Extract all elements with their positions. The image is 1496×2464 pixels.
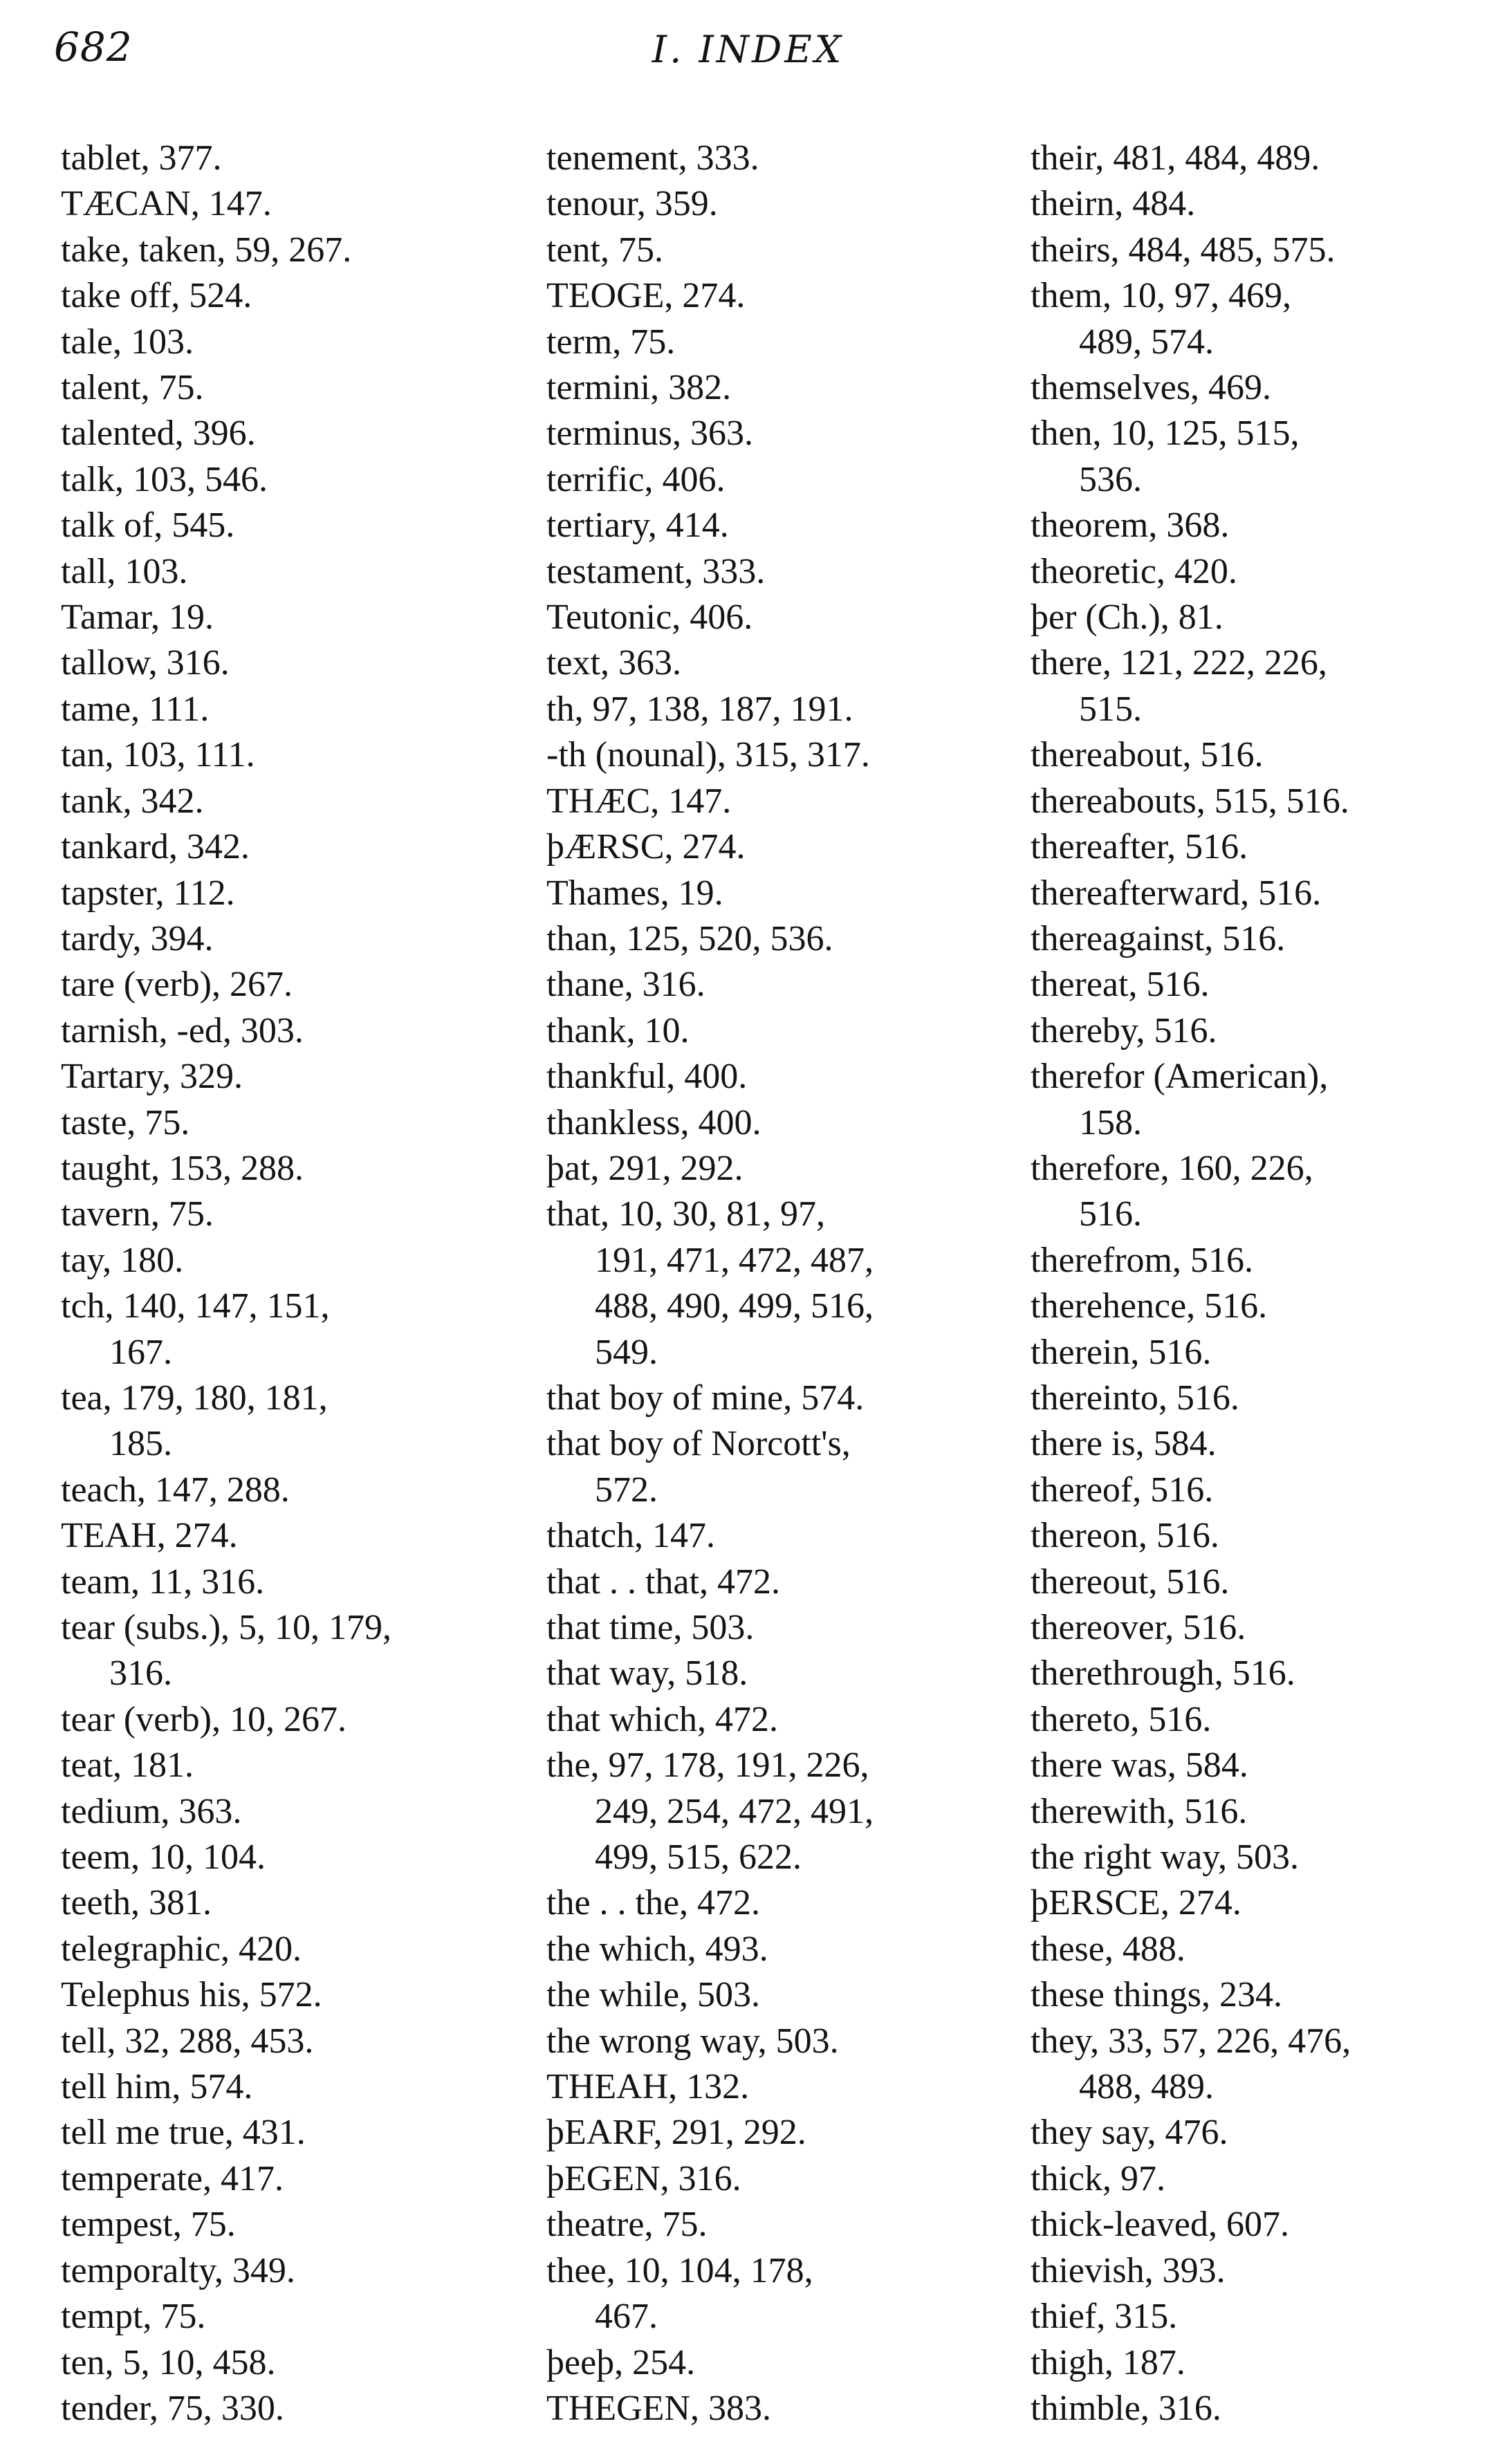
index-entry: thereover, 516.	[1031, 1608, 1246, 1647]
index-entry: thereto, 516.	[1031, 1699, 1212, 1739]
index-entry: the wrong way, 503.	[546, 2021, 839, 2061]
index-entry: that . . that, 472.	[546, 1562, 780, 1602]
index-entry: text, 363.	[546, 643, 681, 683]
index-entry-continuation: 249, 254, 472, 491,	[595, 1791, 874, 1831]
index-entry: tardy, 394.	[61, 918, 214, 958]
index-entry: talk, 103, 546.	[61, 459, 268, 499]
index-entry: þEARF, 291, 292.	[546, 2113, 806, 2153]
index-entry: therefor (American),	[1031, 1057, 1329, 1097]
index-entry: that boy of Norcott's,	[546, 1424, 851, 1464]
index-entry: take, taken, 59, 267.	[61, 230, 352, 270]
index-entry: tender, 75, 330.	[61, 2388, 284, 2428]
index-entry: terrific, 406.	[546, 459, 726, 499]
index-entry: therefrom, 516.	[1031, 1240, 1254, 1280]
index-entry-continuation: 191, 471, 472, 487,	[595, 1240, 874, 1280]
index-entry: talent, 75.	[61, 368, 204, 408]
index-column-3	[1031, 136, 1487, 2431]
index-entry: thank, 10.	[546, 1010, 690, 1050]
index-entry: the which, 493.	[546, 1929, 768, 1969]
index-entry: theatre, 75.	[546, 2205, 708, 2245]
index-entry: testament, 333.	[546, 551, 766, 591]
index-entry-continuation: 467.	[595, 2297, 658, 2337]
index-entry: teem, 10, 104.	[61, 1837, 266, 1878]
index-entry: taste, 75.	[61, 1102, 190, 1142]
index-entry: tame, 111.	[61, 689, 210, 729]
index-entry: teat, 181.	[61, 1745, 194, 1786]
index-entry: thane, 316.	[546, 965, 705, 1005]
index-entry: thee, 10, 104, 178,	[546, 2250, 813, 2290]
index-entry: tenement, 333.	[546, 138, 759, 178]
index-entry: tch, 140, 147, 151,	[61, 1286, 330, 1326]
running-head: I. INDEX	[652, 28, 844, 71]
index-entry: thereagainst, 516.	[1031, 918, 1286, 958]
index-entry: tear (subs.), 5, 10, 179,	[61, 1608, 392, 1647]
index-entry: thereof, 516.	[1031, 1470, 1214, 1510]
index-entry: team, 11, 316.	[61, 1562, 265, 1602]
index-entry-continuation: 316.	[109, 1654, 172, 1694]
index-entry: th, 97, 138, 187, 191.	[546, 689, 853, 729]
index-entry: the, 97, 178, 191, 226,	[546, 1745, 869, 1786]
index-entry: thief, 315.	[1031, 2297, 1178, 2337]
index-entry: thankful, 400.	[546, 1057, 748, 1097]
index-entry: tertiary, 414.	[546, 506, 729, 546]
index-entry: teach, 147, 288.	[61, 1470, 290, 1510]
index-entry: thereout, 516.	[1031, 1562, 1230, 1602]
index-entry: there is, 584.	[1031, 1424, 1217, 1464]
index-entry: talented, 396.	[61, 414, 256, 454]
index-entry: thereafter, 516.	[1031, 827, 1248, 867]
index-entry: tankard, 342.	[61, 827, 250, 867]
index-entry-continuation: 185.	[109, 1424, 172, 1464]
index-entry-continuation: 489, 574.	[1079, 322, 1214, 362]
index-entry: thereafterward, 516.	[1031, 873, 1322, 913]
index-entry: there, 121, 222, 226,	[1031, 643, 1327, 683]
index-entry: then, 10, 125, 515,	[1031, 414, 1300, 454]
index-entry: thereinto, 516.	[1031, 1378, 1239, 1418]
index-entry-continuation: 515.	[1079, 689, 1142, 729]
index-entry: them, 10, 97, 469,	[1031, 276, 1291, 316]
index-column-2	[546, 136, 1003, 2431]
index-entry-continuation: 499, 515, 622.	[595, 1837, 802, 1878]
index-entry: tedium, 363.	[61, 1791, 242, 1831]
index-entry: thereabouts, 515, 516.	[1031, 781, 1349, 821]
index-entry: TEOGE, 274.	[546, 276, 746, 316]
index-entry: tablet, 377.	[61, 138, 222, 178]
index-entry: thereabout, 516.	[1031, 735, 1264, 775]
index-entry: Teutonic, 406.	[546, 598, 753, 638]
index-entry: tear (verb), 10, 267.	[61, 1699, 347, 1739]
index-entry: tale, 103.	[61, 322, 194, 362]
index-entry: taught, 153, 288.	[61, 1148, 304, 1188]
index-entry: temperate, 417.	[61, 2158, 284, 2198]
index-entry: theoretic, 420.	[1031, 551, 1237, 591]
index-entry: tall, 103.	[61, 551, 188, 591]
index-entry: take off, 524.	[61, 276, 252, 316]
index-entry: thick-leaved, 607.	[1031, 2205, 1289, 2245]
index-entry: þEGEN, 316.	[546, 2158, 741, 2198]
index-entry: ten, 5, 10, 458.	[61, 2342, 276, 2382]
index-entry: termini, 382.	[546, 368, 732, 408]
index-entry: Thames, 19.	[546, 873, 723, 913]
index-entry: þÆRSC, 274.	[546, 827, 746, 867]
index-entry: that time, 503.	[546, 1608, 755, 1647]
index-entry: tapster, 112.	[61, 873, 235, 913]
index-entry: their, 481, 484, 489.	[1031, 138, 1320, 178]
index-entry-continuation: 536.	[1079, 459, 1142, 499]
index-entry: there was, 584.	[1031, 1745, 1248, 1786]
index-entry: theirn, 484.	[1031, 184, 1196, 224]
index-entry: thigh, 187.	[1031, 2342, 1185, 2382]
index-entry-continuation: 488, 489.	[1079, 2067, 1214, 2107]
index-entry: Telephus his, 572.	[61, 1975, 322, 2015]
index-entry: tan, 103, 111.	[61, 735, 255, 775]
index-entry: than, 125, 520, 536.	[546, 918, 833, 958]
index-entry: that way, 518.	[546, 1654, 748, 1694]
index-entry: tea, 179, 180, 181,	[61, 1378, 328, 1418]
index-entry: therewith, 516.	[1031, 1791, 1248, 1831]
index-entry: tent, 75.	[546, 230, 663, 270]
index-entry: THÆC, 147.	[546, 781, 732, 821]
index-entry: TEAH, 274.	[61, 1516, 238, 1556]
index-entry: -th (nounal), 315, 317.	[546, 735, 870, 775]
index-entry: tell, 32, 288, 453.	[61, 2021, 314, 2061]
index-entry: the right way, 503.	[1031, 1837, 1299, 1878]
index-entry: telegraphic, 420.	[61, 1929, 302, 1969]
index-entry: tay, 180.	[61, 1240, 184, 1280]
index-entry: temporalty, 349.	[61, 2250, 295, 2290]
index-entry: thick, 97.	[1031, 2158, 1165, 2198]
index-entry: term, 75.	[546, 322, 676, 362]
index-entry: þeeþ, 254.	[546, 2342, 696, 2382]
index-entry: teeth, 381.	[61, 1883, 212, 1923]
index-entry-continuation: 167.	[109, 1332, 172, 1372]
index-entry: THEAH, 132.	[546, 2067, 750, 2107]
index-entry: thereon, 516.	[1031, 1516, 1219, 1556]
index-entry: thereat, 516.	[1031, 965, 1210, 1005]
index-entry: theirs, 484, 485, 575.	[1031, 230, 1336, 270]
page-number: 682	[54, 24, 133, 71]
index-entry: these things, 234.	[1031, 1975, 1282, 2015]
index-entry-continuation: 549.	[595, 1332, 658, 1372]
index-entry: tank, 342.	[61, 781, 204, 821]
index-entry: tell me true, 431.	[61, 2113, 306, 2153]
index-entry: tare (verb), 267.	[61, 965, 293, 1005]
index-entry: tempt, 75.	[61, 2297, 206, 2337]
index-entry: tenour, 359.	[546, 184, 718, 224]
index-entry: themselves, 469.	[1031, 368, 1272, 408]
index-entry: tempest, 75.	[61, 2205, 236, 2245]
index-entry: therefore, 160, 226,	[1031, 1148, 1313, 1188]
index-entry: therein, 516.	[1031, 1332, 1212, 1372]
index-entry: tavern, 75.	[61, 1194, 214, 1234]
index-entry: tallow, 316.	[61, 643, 230, 683]
index-entry: therethrough, 516.	[1031, 1654, 1295, 1694]
index-entry: thankless, 400.	[546, 1102, 761, 1142]
index-entry: that which, 472.	[546, 1699, 779, 1739]
index-entry: that, 10, 30, 81, 97,	[546, 1194, 825, 1234]
index-entry: TÆCAN, 147.	[61, 184, 272, 224]
index-entry: thereby, 516.	[1031, 1010, 1217, 1050]
index-entry: the . . the, 472.	[546, 1883, 761, 1923]
index-entry: Tamar, 19.	[61, 598, 214, 638]
index-entry: tarnish, -ed, 303.	[61, 1010, 304, 1050]
index-entry: þat, 291, 292.	[546, 1148, 744, 1188]
index-entry-continuation: 158.	[1079, 1102, 1142, 1142]
index-entry: they, 33, 57, 226, 476,	[1031, 2021, 1351, 2061]
index-entry: therehence, 516.	[1031, 1286, 1268, 1326]
index-entry-continuation: 572.	[595, 1470, 658, 1510]
index-entry: thimble, 316.	[1031, 2388, 1221, 2428]
index-entry: tell him, 574.	[61, 2067, 253, 2107]
index-entry: theorem, 368.	[1031, 506, 1230, 546]
index-entry: they say, 476.	[1031, 2113, 1228, 2153]
index-entry: þer (Ch.), 81.	[1031, 598, 1223, 638]
index-entry: THEGEN, 383.	[546, 2388, 771, 2428]
index-entry: Tartary, 329.	[61, 1057, 243, 1097]
index-entry: the while, 503.	[546, 1975, 761, 2015]
index-entry: thatch, 147.	[546, 1516, 716, 1556]
index-entry-continuation: 516.	[1079, 1194, 1142, 1234]
index-column-1	[61, 136, 517, 2431]
index-entry: talk of, 545.	[61, 506, 235, 546]
index-entry: terminus, 363.	[546, 414, 753, 454]
index-entry: þERSCE, 274.	[1031, 1883, 1241, 1923]
index-entry: that boy of mine, 574.	[546, 1378, 865, 1418]
index-entry: thievish, 393.	[1031, 2250, 1226, 2290]
index-entry-continuation: 488, 490, 499, 516,	[595, 1286, 874, 1326]
index-entry: these, 488.	[1031, 1929, 1185, 1969]
